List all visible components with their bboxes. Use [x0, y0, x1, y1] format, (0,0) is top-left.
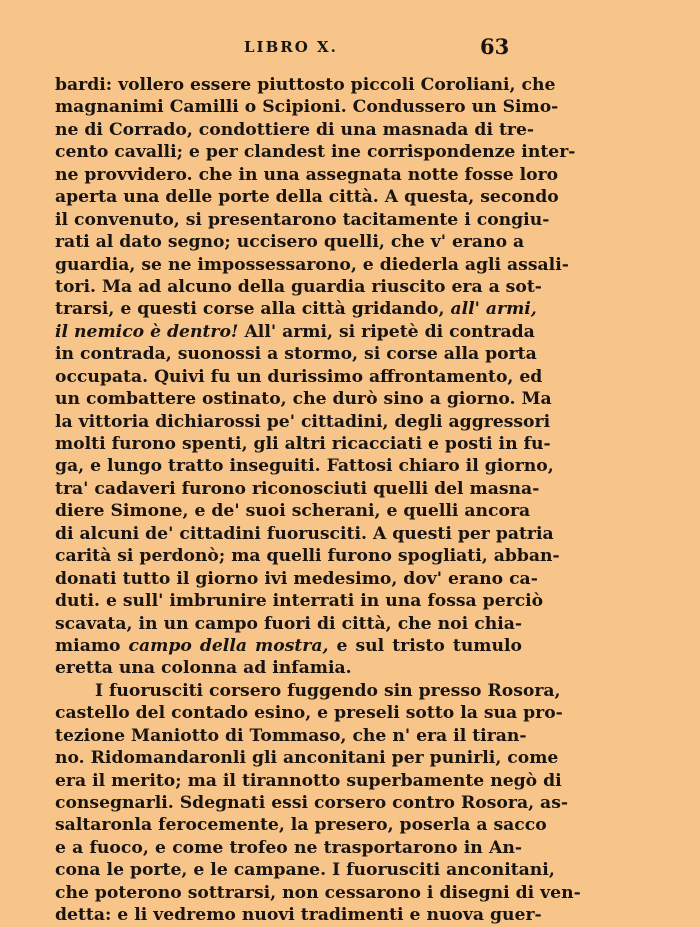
text-run: tori. Ma ad alcuno della guardia riuscito era a sot- — [55, 276, 542, 297]
italic-run: campo della mostra, — [128, 635, 329, 656]
text-line — [55, 455, 554, 477]
text-line — [55, 276, 542, 298]
text-line — [55, 478, 540, 500]
text-line — [55, 814, 547, 836]
text-run: detta: e li vedremo nuovi tradimenti e nuova guer- — [55, 905, 542, 926]
text-line — [55, 74, 556, 96]
text-line — [55, 209, 550, 231]
text-run: castello del contado esino, e preseli sotto la sua pro- — [55, 703, 563, 724]
text-line — [55, 904, 542, 926]
text-run: era il merito; ma il tirannotto superbamente negò di — [55, 770, 562, 791]
text-run: saltaronla ferocemente, la presero, poserla a sacco — [55, 815, 547, 836]
text-line — [55, 321, 535, 343]
text-run: magnanimi Camilli o Scipioni. Condussero un Simo- — [55, 97, 559, 118]
text-run: I fuorusciti corsero fuggendo sin presso Rosora, — [95, 680, 561, 701]
text-line — [55, 770, 562, 792]
text-run: e a fuoco, e come trofeo ne trasportarono in An- — [55, 837, 522, 858]
text-line — [55, 747, 559, 769]
text-line — [55, 500, 531, 522]
text-run: ne provvidero. che in una assegnata notte fosse loro — [55, 164, 559, 185]
text-run: donati tutto il giorno ivi medesimo, dov' erano ca- — [55, 568, 538, 589]
text-run: duti. e sull' imbrunire interrati in una fossa perciò — [55, 591, 544, 612]
text-line — [55, 231, 525, 253]
text-run: il convenuto, si presentarono tacitamente i congiu- — [55, 209, 550, 230]
text-line — [55, 141, 576, 163]
text-run: guardia, se ne impossessarono, e diederla agli assali- — [55, 254, 569, 275]
text-line — [55, 837, 522, 859]
text-line — [55, 680, 561, 702]
text-line — [55, 388, 552, 410]
text-line — [55, 366, 543, 388]
text-run: scavata, in un campo fuori di città, che noi chia- — [55, 613, 522, 634]
text-line — [55, 164, 559, 186]
text-line — [55, 254, 569, 276]
text-run: in contrada, suonossi a stormo, si corse alla porta — [55, 344, 537, 365]
body-text — [55, 74, 581, 927]
text-line — [55, 298, 537, 320]
text-run: che poterono sottrarsi, non cessarono i disegni di ven- — [55, 882, 581, 903]
text-run: eretta una colonna ad infamia. — [55, 658, 352, 679]
text-run: tezione Maniotto di Tommaso, che n' era il tiran- — [55, 725, 527, 746]
text-line — [55, 433, 551, 455]
text-line — [55, 343, 537, 365]
text-line — [55, 882, 581, 904]
text-run: un combattere ostinato, che durò sino a giorno. Ma — [55, 389, 552, 410]
text-line — [55, 657, 522, 679]
text-line — [55, 859, 555, 881]
page-number: 63 — [480, 34, 510, 59]
text-line — [55, 411, 551, 433]
text-run: occupata. Quivi fu un durissimo affrontamento, ed — [55, 366, 543, 387]
text-line — [55, 702, 563, 724]
text-line — [55, 635, 522, 657]
text-run: rati al dato segno; uccisero quelli, che v' erano a — [55, 232, 525, 253]
text-run: no. Ridomandaronli gli anconitani per punirli, come — [55, 748, 559, 769]
text-run: ga, e lungo tratto inseguiti. Fattosi chiaro il giorno, — [55, 456, 554, 477]
text-line — [55, 568, 538, 590]
text-run: ne di Corrado, condottiere di una masnada di tre- — [55, 119, 535, 140]
text-line — [55, 186, 559, 208]
text-line — [55, 523, 554, 545]
text-line — [55, 545, 560, 567]
text-line — [55, 613, 522, 635]
text-run: la vittoria dichiarossi pe' cittadini, degli aggressori — [55, 411, 551, 432]
italic-run: il nemico è dentro! — [55, 321, 239, 342]
text-run: diere Simone, e de' suoi scherani, e quelli ancora — [55, 501, 531, 522]
text-line — [55, 96, 559, 118]
text-run: miamo — [55, 635, 129, 656]
text-run: cona le porte, e le campane. I fuorusciti anconitani, — [55, 860, 555, 881]
text-line — [55, 792, 568, 814]
text-run: e sul tristo tumulo — [328, 635, 522, 656]
text-run: cento cavalli; e per clandest ine corrispondenze inter- — [55, 142, 576, 163]
text-line — [55, 725, 527, 747]
text-run: All' armi, si ripetè di contrada — [238, 321, 535, 342]
text-run: aperta una delle porte della città. A questa, secondo — [55, 187, 559, 208]
text-run: consegnarli. Sdegnati essi corsero contro Rosora, as- — [55, 793, 568, 813]
text-line — [55, 119, 535, 141]
page-header — [0, 36, 700, 60]
text-run: molti furono spenti, gli altri ricacciati e posti in fu- — [55, 434, 551, 454]
text-run: trarsi, e questi corse alla città gridando, — [55, 299, 451, 320]
text-line — [55, 590, 544, 612]
text-run: tra' cadaveri furono riconosciuti quelli del masna- — [55, 478, 540, 499]
text-run: carità si perdonò; ma quelli furono spogliati, abban- — [55, 546, 560, 567]
running-head: LIBRO X. — [244, 38, 338, 56]
text-run: di alcuni de' cittadini fuorusciti. A questi per patria — [55, 523, 554, 544]
text-run: bardi: vollero essere piuttosto piccoli Coroliani, che — [55, 75, 556, 95]
italic-run: all' armi, — [450, 299, 537, 320]
